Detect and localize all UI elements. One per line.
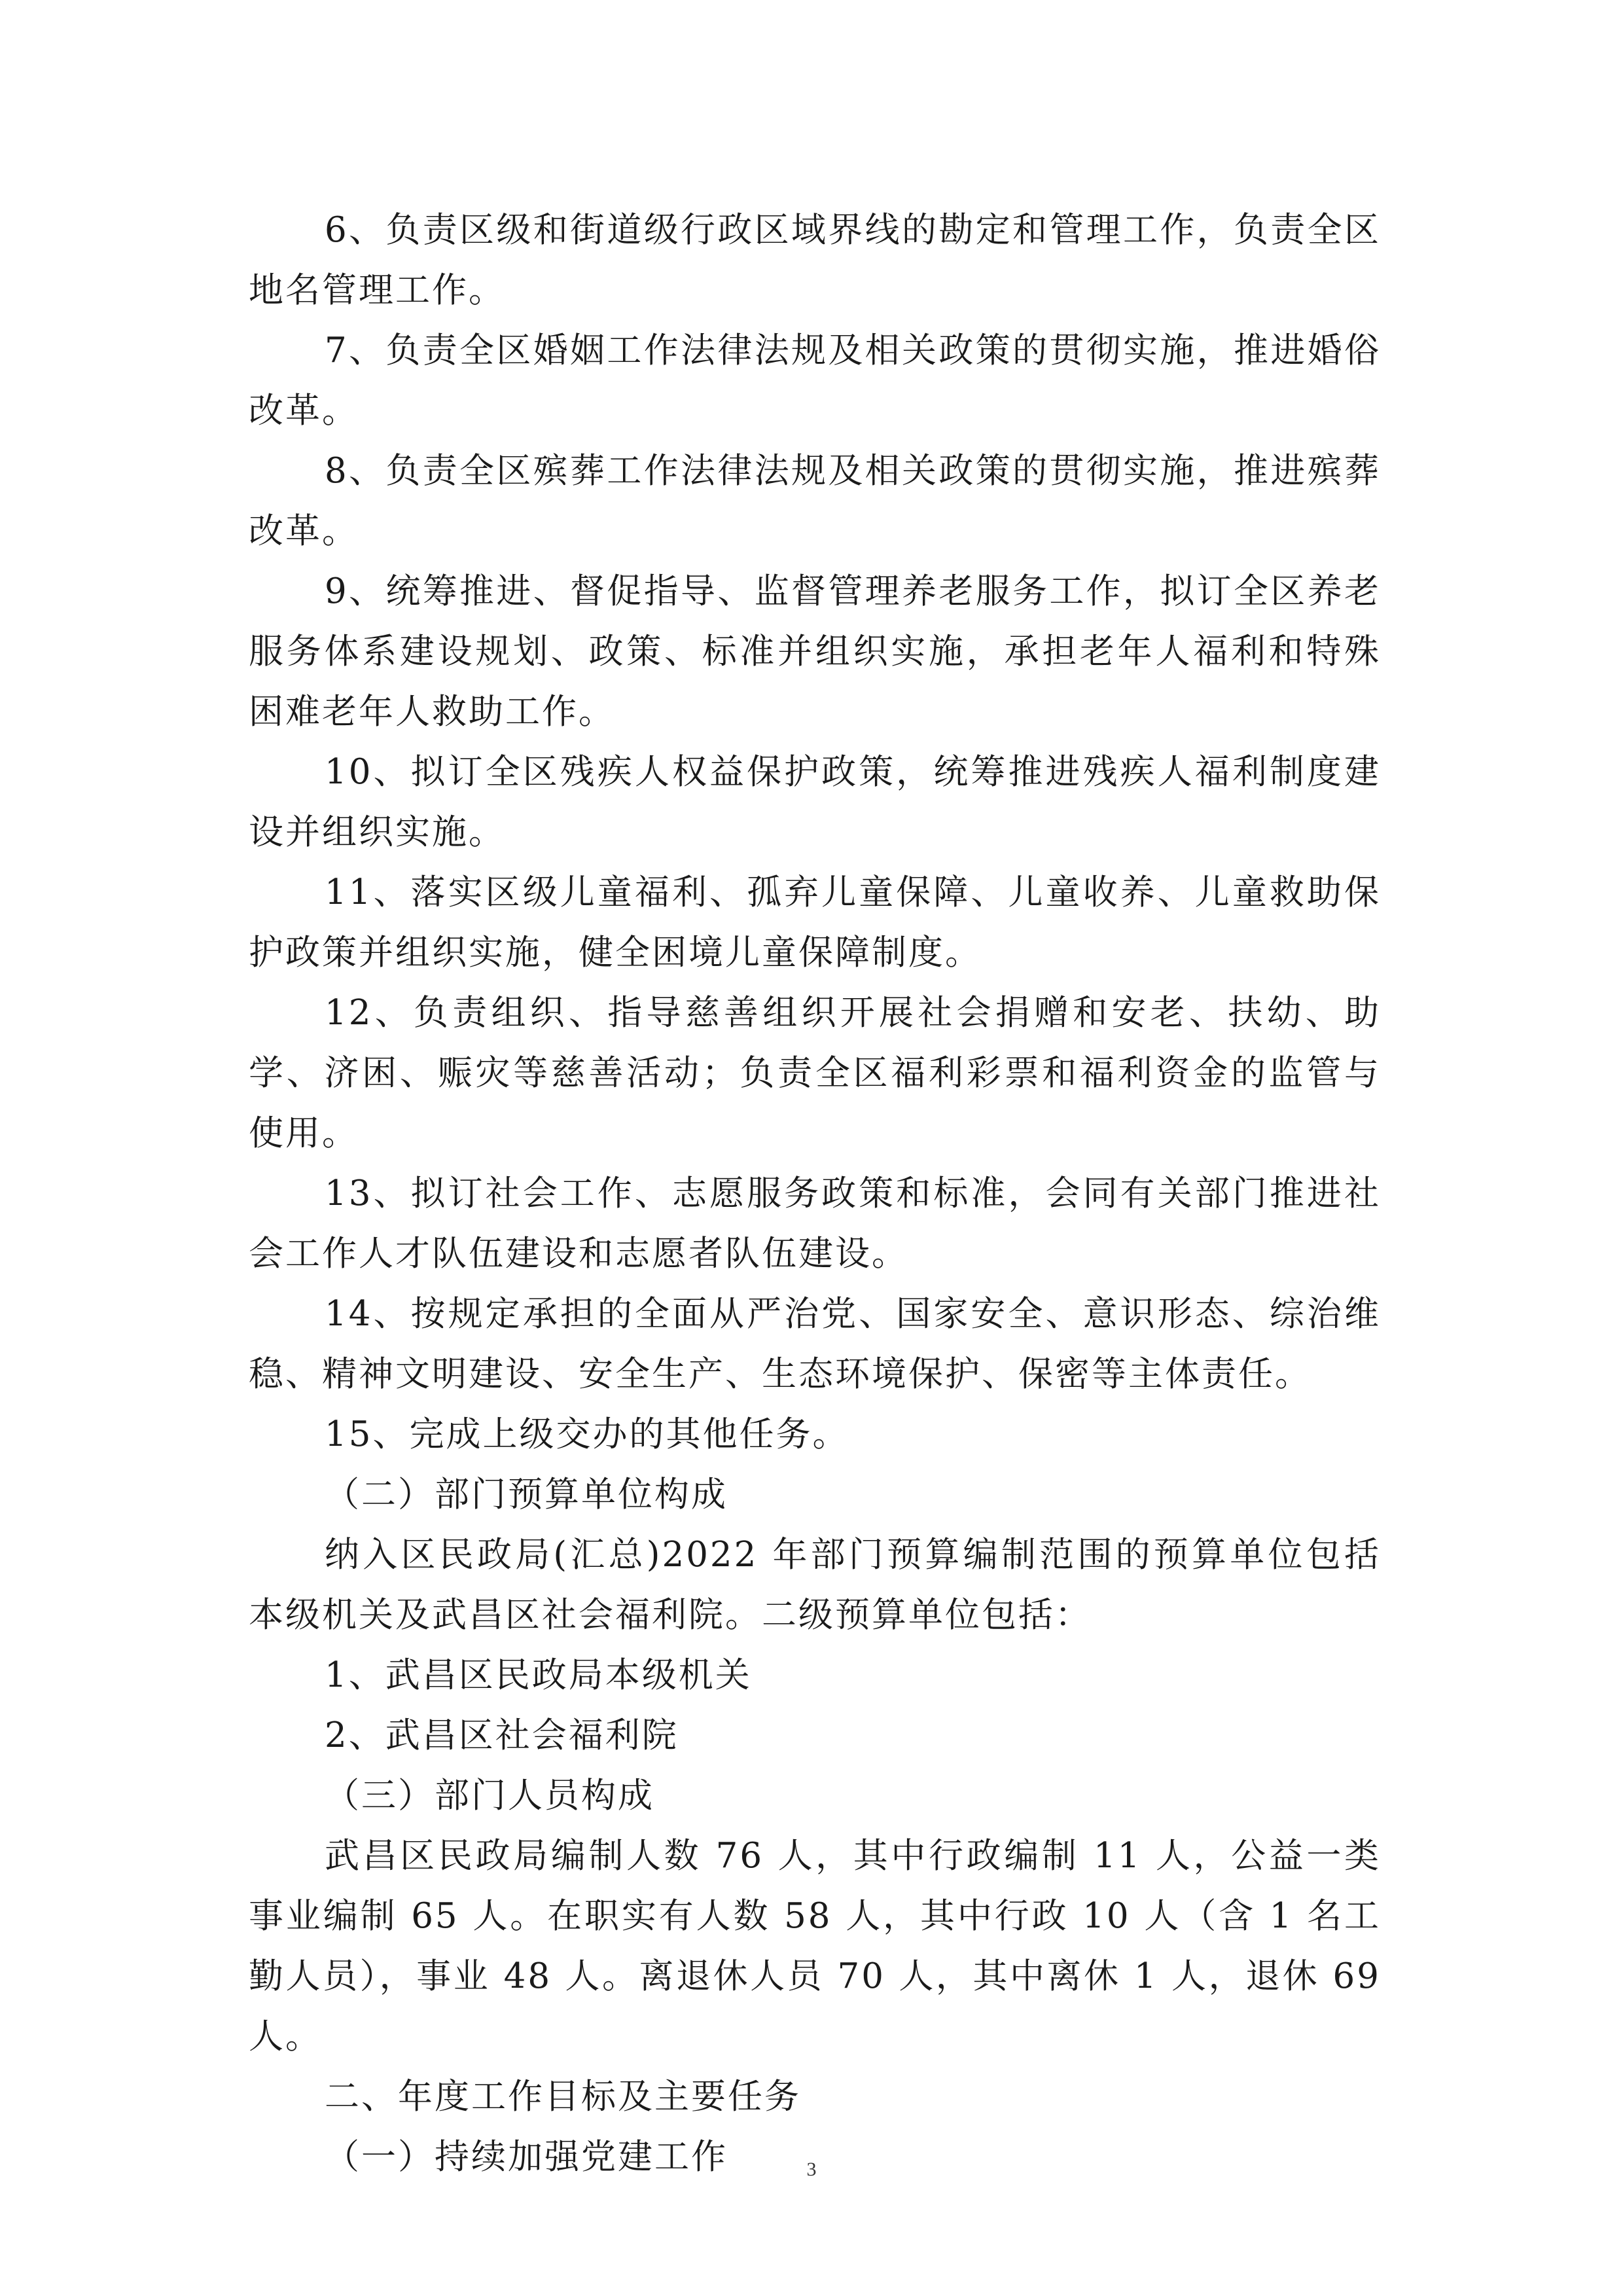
section-heading-party-building: （一）持续加强党建工作 bbox=[325, 2137, 728, 2177]
paragraph-duty-6: 6、负责区级和街道级行政区域界线的勘定和管理工作，负责全区地名管理工作。 bbox=[249, 210, 1381, 310]
paragraph-duty-8: 8、负责全区殡葬工作法律法规及相关政策的贯彻实施，推进殡葬改革。 bbox=[249, 451, 1381, 551]
section-heading-annual-goals: 二、年度工作目标及主要任务 bbox=[325, 2077, 801, 2117]
paragraph-duty-14: 14、按规定承担的全面从严治党、国家安全、意识形态、综治维稳、精神文明建设、安全生产、生态环境保护、保密等主体责任。 bbox=[249, 1294, 1381, 1394]
paragraph-duty-9: 9、统筹推进、督促指导、监督管理养老服务工作，拟订全区养老服务体系建设规划、政策、标准并组织实施，承担老年人福利和特殊困难老年人救助工作。 bbox=[249, 571, 1381, 732]
paragraph-duty-15: 15、完成上级交办的其他任务。 bbox=[325, 1414, 849, 1454]
paragraph-duty-12: 12、负责组织、指导慈善组织开展社会捐赠和安老、扶幼、助学、济困、赈灾等慈善活动；负责全区福利彩票和福利资金的监管与使用。 bbox=[249, 993, 1381, 1153]
page-number: 3 bbox=[806, 2159, 817, 2180]
paragraph-duty-10: 10、拟订全区残疾人权益保护政策，统筹推进残疾人福利制度建设并组织实施。 bbox=[249, 752, 1381, 852]
paragraph-duty-7: 7、负责全区婚姻工作法律法规及相关政策的贯彻实施，推进婚俗改革。 bbox=[249, 331, 1381, 431]
paragraph-duty-11: 11、落实区级儿童福利、孤弃儿童保障、儿童收养、儿童救助保护政策并组织实施，健全困境儿童保障制度。 bbox=[249, 872, 1381, 973]
list-item-unit-2: 2、武昌区社会福利院 bbox=[325, 1715, 679, 1755]
paragraph-staff: 武昌区民政局编制人数 76 人，其中行政编制 11 人，公益一类事业编制 65 人。在职实有人数 58 人，其中行政 10 人（含 1 名工勤人员），事业 48 人。离退休人员 70 人，其中离休 1 人，退休 69 人。 bbox=[249, 1836, 1381, 2056]
section-heading-budget-units: （二）部门预算单位构成 bbox=[325, 1475, 728, 1515]
paragraph-budget-units: 纳入区民政局(汇总)2022 年部门预算编制范围的预算单位包括本级机关及武昌区社会福利院。二级预算单位包括： bbox=[249, 1535, 1381, 1635]
document-body bbox=[249, 200, 1381, 2187]
paragraph-duty-13: 13、拟订社会工作、志愿服务政策和标准，会同有关部门推进社会工作人才队伍建设和志愿者队伍建设。 bbox=[249, 1174, 1381, 1274]
list-item-unit-1: 1、武昌区民政局本级机关 bbox=[325, 1655, 752, 1695]
section-heading-staff: （三）部门人员构成 bbox=[325, 1776, 654, 1816]
